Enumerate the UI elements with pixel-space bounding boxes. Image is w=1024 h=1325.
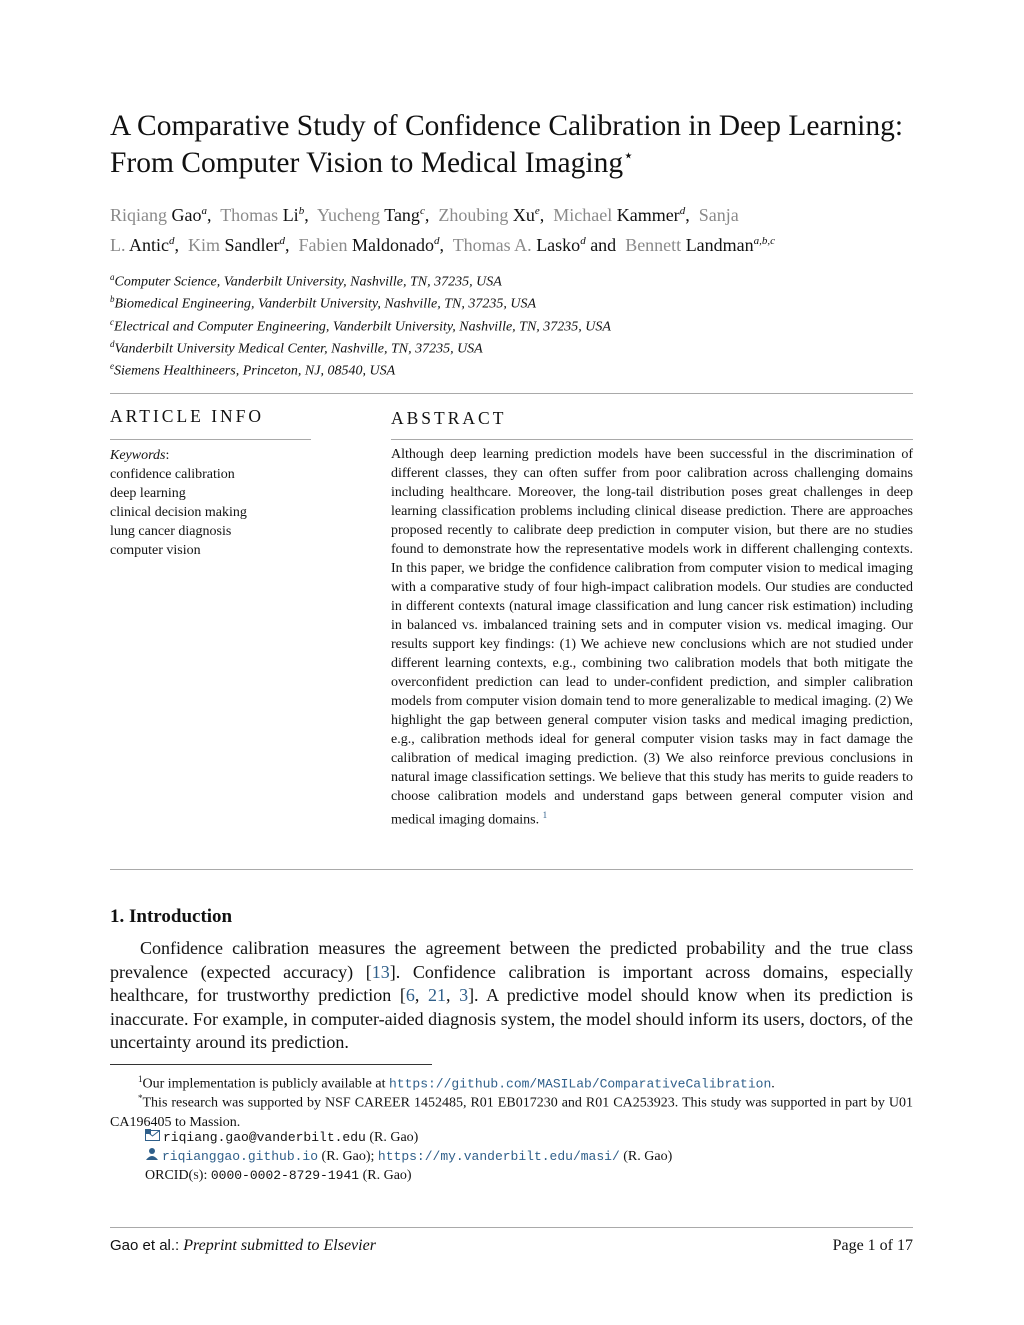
orcid-id: 0000-0002-8729-1941	[210, 1168, 360, 1183]
affiliation: $^d$Vanderbilt University Medical Center, Nashville, TN, 37235, USA	[110, 339, 483, 357]
author-affiliation-mark: b	[298, 205, 305, 217]
author-first-name: Zhoubing	[438, 205, 509, 225]
author-affiliation-mark: a,b,c	[753, 235, 776, 247]
citation-link[interactable]: 13	[371, 961, 390, 982]
citation-link[interactable]: 6	[405, 985, 415, 1005]
author-last-name: Li	[282, 205, 299, 225]
footer-author: Gao et al.:	[110, 1237, 180, 1254]
author-last-name: Maldonado	[352, 235, 434, 255]
author-first-name: Sanja	[698, 205, 739, 225]
author-last-name: Sandler	[224, 235, 280, 255]
affiliation: $^a$Computer Science, Vanderbilt University, Nashville, TN, 37235, USA	[110, 272, 502, 290]
footnote-1: $^1$Our implementation is publicly available at https://github.com/MASILab/ComparativeCalibration.	[138, 1074, 775, 1092]
author-first-name: Yucheng	[317, 205, 381, 225]
author-first-name: Riqiang	[110, 205, 167, 225]
keywords-block: Keywords: confidence calibration deep learning clinical decision making lung cancer diagnosis computer vision	[110, 446, 310, 560]
author-first-name: Fabien	[298, 235, 348, 255]
author-and: and	[590, 235, 617, 255]
author-affiliation-mark: e	[534, 205, 540, 217]
personal-site-link[interactable]: riqianggao.github.io	[162, 1149, 319, 1164]
section-divider	[110, 393, 913, 394]
footnote-orcid: ORCID(s): 0000-0002-8729-1941 (R. Gao)	[145, 1168, 412, 1183]
keyword-item: deep learning	[110, 486, 186, 501]
footer-venue: Preprint submitted to Elsevier	[183, 1237, 376, 1254]
footnote-funding: *This research was supported by NSF CAREER 1452485, R01 EB017230 and R01 CA253923. This study was supported in part by U01 CA196405 to Massion.	[110, 1093, 913, 1130]
author-last-name: Landman	[685, 235, 754, 255]
author-affiliation-mark: d	[169, 235, 175, 247]
footnote-email: riqiang.gao@vanderbilt.edu (R. Gao)	[145, 1128, 418, 1147]
abstract-divider	[391, 439, 913, 440]
person-icon	[145, 1147, 159, 1166]
email-address[interactable]: riqiang.gao@vanderbilt.edu	[163, 1130, 366, 1145]
abstract-heading: ABSTRACT	[391, 408, 507, 428]
author-affiliation-mark: d	[679, 205, 686, 217]
footnote-rule	[110, 1064, 432, 1065]
author-last-name: Xu	[512, 205, 535, 225]
author-last-name: Antic	[129, 235, 170, 255]
keywords-label: Keywords	[110, 448, 166, 463]
repository-link[interactable]: https://github.com/MASILab/ComparativeCalibration	[389, 1076, 772, 1092]
keyword-item: clinical decision making	[110, 505, 247, 520]
author-last-name: Kammer	[616, 205, 680, 225]
abstract-text: Although deep learning prediction models have been successful in the discrimination of different classes, they can often suffer from poor calibration across challenging domains including healthcare. Moreover, the long-tail distribution poses great challenges in deep learning classification problems including clinical disease prediction. There are approaches proposed recently to calibrate deep prediction in computer vision, but there are no studies found to demonstrate how the representative models work in different challenging contexts. In this paper, we bridge the confidence calibration from computer vision to medical imaging with a comparative study of four high-impact calibration models. Our studies are conducted in different contexts (natural image classification and lung cancer risk estimation) including in balanced vs. imbalanced training sets and in computer vision vs. medical imaging. Our results support key findings: (1) We achieve new conclusions which are not studied under different learning contexts, e.g., combining two calibration models that both mitigate the overconfident prediction can lead to under-confident prediction, and simpler calibration models from computer vision domain tend to more generalizable to medical imaging. (2) We highlight the gap between general computer vision tasks and medical imaging prediction, e.g., calibration methods ideal for general computer vision tasks may in fact damage the calibration of medical imaging prediction. (3) We also reinforce previous conclusions in natural image classification settings. We believe that this study has merits to guide readers to choose calibration models and understand gaps between general computer vision and medical imaging domains.	[391, 447, 913, 828]
author-first-name: Bennett	[625, 235, 682, 255]
keyword-item: lung cancer diagnosis	[110, 524, 232, 539]
author-first-name: Kim	[188, 235, 221, 255]
affiliation: $^e$Siemens Healthineers, Princeton, NJ, 08540, USA	[110, 361, 396, 379]
abstract-body	[391, 445, 913, 830]
footer-divider	[110, 1227, 913, 1228]
title-line-2: From Computer Vision to Medical Imaging	[110, 147, 624, 179]
keyword-item: confidence calibration	[110, 467, 235, 482]
affiliation: $^c$Electrical and Computer Engineering, Vanderbilt University, Nashville, TN, 37235, USA	[110, 317, 611, 335]
author-first-name: Thomas	[220, 205, 279, 225]
abstract-footnote-link[interactable]: 1	[542, 810, 548, 820]
footer-citation	[110, 1237, 376, 1255]
article-info-divider	[110, 439, 311, 440]
page-number: Page 1 of 17	[832, 1237, 913, 1254]
section-divider	[110, 869, 913, 870]
lab-site-link[interactable]: https://my.vanderbilt.edu/masi/	[377, 1149, 620, 1164]
author-last-name: Lasko	[536, 235, 581, 255]
author-first-name: Michael	[553, 205, 613, 225]
article-info-heading: ARTICLE INFO	[110, 406, 265, 426]
footnote-website: riqianggao.github.io (R. Gao); https://my.vanderbilt.edu/masi/ (R. Gao)	[145, 1147, 672, 1166]
author-affiliation-mark: a	[201, 205, 207, 217]
orcid-label: ORCID(s):	[145, 1168, 208, 1183]
title-star-mark: ⋆	[623, 146, 634, 166]
author-first-name: L.	[110, 235, 126, 255]
introduction-paragraph: Confidence calibration measures the agreement between the predicted probability and the true class prevalence (expected accuracy) [13]. Confidence calibration is important across domains, especially healthcare, for trustworthy prediction [6, 21, 3]. A predictive model should know when its prediction is inaccurate. For example, in computer-aided diagnosis system, the model should inform its users, doctors, of the uncertainty around its prediction.	[110, 938, 913, 1052]
author-affiliation-mark: d	[434, 235, 440, 247]
introduction-heading: 1. Introduction	[110, 906, 233, 927]
author-first-name: Thomas A.	[452, 235, 532, 255]
author-list: Riqiang Gao$^a$, Thomas Li$^b$, Yucheng Tang$^c$, Zhoubing Xu$^e$, Michael Kammer$^d$, Sanja L. Antic$^d$, Kim Sandler$^d$, Fabien Maldonado$^d$, Thomas A. Lasko$^d$ and Bennett Landman$^{a,b,c}$	[110, 205, 776, 255]
email-icon	[145, 1128, 160, 1147]
author-last-name: Gao	[171, 205, 202, 225]
affiliation: $^b$Biomedical Engineering, Vanderbilt University, Nashville, TN, 37235, USA	[110, 294, 537, 312]
citation-link[interactable]: 3	[459, 985, 469, 1005]
author-affiliation-mark: c	[419, 205, 425, 217]
paper-title	[110, 108, 930, 182]
author-affiliation-mark: d	[580, 235, 586, 247]
title-line-1: A Comparative Study of Confidence Calibration in Deep Learning:	[110, 110, 904, 142]
keyword-item: computer vision	[110, 543, 201, 558]
author-affiliation-mark: d	[279, 235, 286, 247]
citation-link[interactable]: 21	[427, 985, 446, 1005]
author-last-name: Tang	[384, 205, 420, 225]
